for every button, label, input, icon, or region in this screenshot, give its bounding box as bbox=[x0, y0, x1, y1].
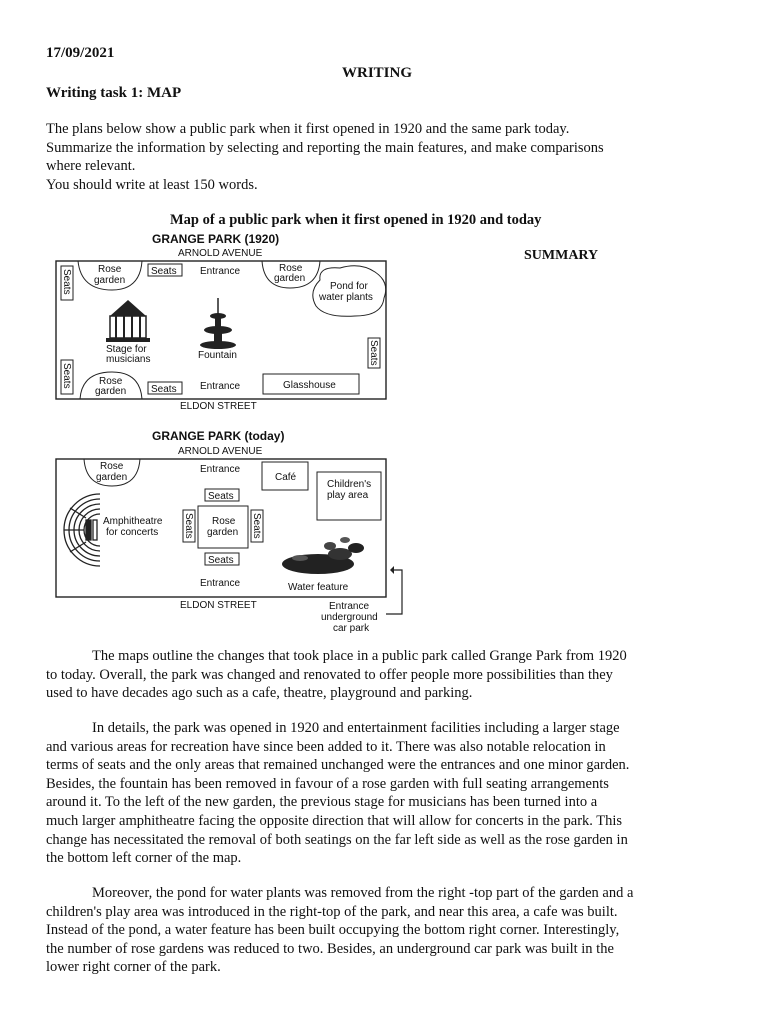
mapToday-bottom-street: ELDON STREET bbox=[180, 600, 257, 611]
mapToday-label: car park bbox=[333, 623, 370, 634]
essay-line: the number of rose gardens was reduced to two. Besides, an underground car park was built in the bbox=[46, 940, 614, 957]
essay-line: terms of seats and the only areas that remained unchanged were the entrances and one minor garden. bbox=[46, 757, 630, 774]
prompt-line: You should write at least 150 words. bbox=[46, 176, 258, 193]
mapToday-label: Seats bbox=[208, 555, 234, 566]
essay-paragraph-2 bbox=[46, 719, 736, 868]
water-feature-icon bbox=[282, 537, 364, 574]
map1920-label: Seats bbox=[61, 269, 72, 295]
summary-label: SUMMARY bbox=[524, 248, 599, 263]
essay-line: Besides, the fountain has been removed in favour of a rose garden with full seating arrangements bbox=[46, 775, 609, 792]
mapToday-label: Entrance bbox=[200, 578, 241, 589]
mapToday-label: Rose bbox=[100, 461, 124, 472]
mapToday-label: Amphitheatre bbox=[103, 516, 163, 527]
essay-line: Instead of the pond, a water feature has been built occupying the bottom right corner. Interestingly, bbox=[46, 922, 620, 939]
prompt-line: where relevant. bbox=[46, 158, 136, 175]
map1920-label: Pond for bbox=[330, 281, 368, 292]
map1920-label: Stage for bbox=[106, 344, 147, 355]
map1920-label: Seats bbox=[61, 363, 72, 389]
mapToday-label: Café bbox=[275, 472, 297, 483]
mapToday-label: Rose bbox=[212, 516, 236, 527]
map1920-label: Entrance bbox=[200, 381, 241, 392]
mapToday-label: Seats bbox=[183, 513, 194, 539]
arrow-head-icon bbox=[390, 566, 394, 574]
map1920-label: Fountain bbox=[198, 350, 237, 361]
mapToday-label: Entrance bbox=[200, 464, 241, 475]
car-park-arrow bbox=[386, 570, 402, 614]
essay-line: In details, the park was opened in 1920 and entertainment facilities including a larger stage bbox=[92, 720, 620, 736]
mapToday-label: play area bbox=[327, 490, 369, 501]
essay-line: lower right corner of the park. bbox=[46, 959, 221, 976]
map1920-label: water plants bbox=[319, 292, 373, 303]
essay-line: Moreover, the pond for water plants was removed from the right -top part of the garden and a bbox=[92, 885, 634, 901]
mapToday-label: Entrance bbox=[329, 601, 370, 612]
mapToday-title: GRANGE PARK (today) bbox=[152, 429, 285, 443]
mapToday-label: Seats bbox=[251, 513, 262, 539]
mapToday-label: Water feature bbox=[288, 582, 349, 593]
mapToday-label: Children's bbox=[327, 479, 372, 490]
mapToday-label: for concerts bbox=[106, 527, 159, 538]
essay-line: used to have decades ago such as a cafe, theatre, playground and parking. bbox=[46, 685, 473, 702]
task-heading: Writing task 1: MAP bbox=[46, 85, 182, 101]
figure-title: Map of a public park when it first opened in 1920 and today bbox=[170, 212, 542, 228]
date: 17/09/2021 bbox=[46, 45, 115, 61]
essay-line: the bottom left corner of the map. bbox=[46, 850, 242, 867]
fountain-icon bbox=[200, 298, 236, 349]
mapToday-top-street: ARNOLD AVENUE bbox=[178, 446, 263, 457]
mapToday-label: garden bbox=[96, 472, 128, 483]
map1920-label: Rose bbox=[98, 264, 122, 275]
map1920-label: garden bbox=[95, 386, 127, 397]
park-maps-figure bbox=[0, 228, 430, 638]
map1920-bottom-street: ELDON STREET bbox=[180, 401, 257, 412]
map1920-label: Seats bbox=[151, 266, 177, 277]
essay-paragraph-3 bbox=[46, 884, 736, 977]
task-prompt bbox=[46, 120, 736, 194]
map1920-label: Seats bbox=[368, 340, 379, 366]
prompt-line: The plans below show a public park when it first opened in 1920 and the same park today. bbox=[46, 121, 570, 137]
section-heading: WRITING bbox=[342, 65, 413, 81]
map1920-label: Rose bbox=[279, 263, 303, 274]
stage-icon bbox=[106, 300, 150, 342]
map1920-label: Seats bbox=[151, 384, 177, 395]
map1920-label: Entrance bbox=[200, 266, 241, 277]
essay-line: children's play area was introduced in the right-top of the park, and near this area, a cafe was built. bbox=[46, 903, 618, 920]
amphitheatre-icon bbox=[64, 494, 100, 566]
prompt-line: Summarize the information by selecting and reporting the main features, and make comparisons bbox=[46, 139, 604, 156]
map1920-label: Glasshouse bbox=[283, 380, 336, 391]
map1920-label: Rose bbox=[99, 376, 123, 387]
essay-line: around it. To the left of the new garden, the previous stage for musicians has been turned into a bbox=[46, 794, 598, 811]
mapToday-label: underground bbox=[321, 612, 378, 623]
map1920-label: musicians bbox=[106, 354, 151, 365]
essay-line: change has necessitated the removal of both seatings on the far left side as well as the rose garden in bbox=[46, 831, 628, 848]
essay-paragraph-1 bbox=[46, 647, 736, 703]
map1920-label: garden bbox=[274, 273, 306, 284]
essay-line: The maps outline the changes that took place in a public park called Grange Park from 1920 bbox=[92, 648, 627, 664]
essay-line: much larger amphitheatre facing the opposite direction that will allow for concerts in the park. This bbox=[46, 812, 623, 829]
mapToday-label: Seats bbox=[208, 491, 234, 502]
map1920-top-street: ARNOLD AVENUE bbox=[178, 248, 263, 259]
essay-line: to today. Overall, the park was changed and renovated to offer people more possibilities than they bbox=[46, 666, 613, 683]
mapToday-label: garden bbox=[207, 527, 239, 538]
map1920-title: GRANGE PARK (1920) bbox=[152, 232, 280, 246]
essay-line: and various areas for recreation have since been added to it. There was also notable relocation in bbox=[46, 738, 606, 755]
map1920-label: garden bbox=[94, 275, 126, 286]
